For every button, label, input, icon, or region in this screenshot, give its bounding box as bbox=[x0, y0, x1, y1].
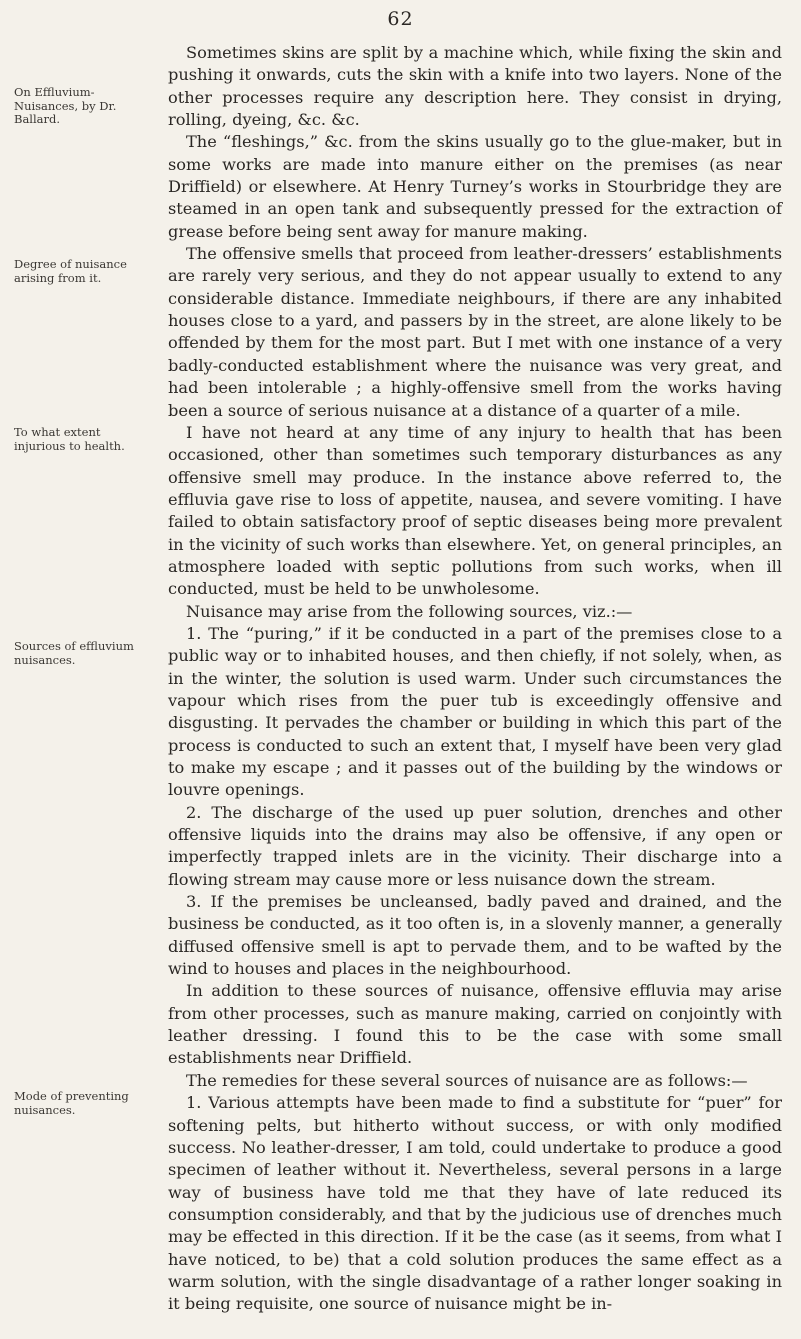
paragraph: I have not heard at any time of any injury to health that has been occasioned, other than sometimes such temporary disturbances as any offensive smell may produce. In the instance above referred to, the effluvia gave rise to loss of appetite, nausea, and severe vomiting. I have failed to obtain satisfactory proof of septic diseases being more prevalent in the vicinity of such works than elsewhere. Yet, on general principles, an atmosphere loaded with septic pollutions from such works, when ill conducted, must be held to be unwholesome. bbox=[168, 422, 782, 599]
paragraph: 2. The discharge of the used up puer solution, drenches and other offensive liquids into the drains may also be offensive, if any open or imperfectly trapped inlets are in the vicinity. Their discharge into a flowing stream may cause more or less nuisance down the stream. bbox=[168, 802, 782, 889]
paragraph: The offensive smells that proceed from leather-dressers’ establishments are rarely very serious, and they do not appear usually to extend to any considerable distance. Immediate neighbours, if there are any inhabited houses close to a yard, and passers by in the street, are alone likely to be offended by them for the most part. But I met with one instance of a very badly-conducted establishment where the nuisance was very great, and had been intolerable ; a highly-offensive smell from the works having been a source of serious nuisance at a distance of a quarter of a mile. bbox=[168, 244, 782, 420]
paragraph: 1. Various attempts have been made to find a substitute for “puer” for softening pelts, but hitherto without success, or with only modified success. No leather-dresser, I am told, could undertake to produce a good specimen of leather without it. Nevertheless, several persons in a large way of business have told me that they have of late reduced its consumption considerably, and that by the judicious use of drenches much may be effected in this direction. If it be the case (as it seems, from what I have noticed, to be) that a cold solution produces the same effect as a warm solution, with the single disadvantage of a rather longer soaking in it being requisite, one source of nuisance might be in- bbox=[168, 1093, 782, 1314]
margin-note-health: To what extent injurious to health. bbox=[14, 425, 125, 453]
page-number: 62 bbox=[387, 8, 414, 30]
body-text bbox=[168, 42, 782, 1316]
margin-note-sources: Sources of effluvium nuisances. bbox=[14, 639, 134, 667]
paragraph: Nuisance may arise from the following sources, viz.:— bbox=[186, 601, 633, 621]
paragraph: In addition to these sources of nuisance, offensive effluvia may arise from other processes, such as manure making, carried on conjointly with leather dressing. I found this to be the case with some small establishments near Driffield. bbox=[168, 981, 782, 1068]
margin-note-degree: Degree of nuisance arising from it. bbox=[14, 257, 127, 285]
paragraph: The “fleshings,” &c. from the skins usually go to the glue-maker, but in some works are made into manure either on the premises (as near Driffield) or elsewhere. At Henry Turney’s works in Stourbridge they are steamed in an open tank and subsequently pressed for the extraction of grease before being sent away for manure making. bbox=[168, 132, 782, 241]
paragraph: 3. If the premises be uncleansed, badly paved and drained, and the business be conducted, as it too often is, in a slovenly manner, a generally diffused offensive smell is apt to pervade them, and to be wafted by the wind to houses and places in the neighbourhood. bbox=[168, 892, 782, 979]
margin-note-title: On Effluvium-Nuisances, by Dr. Ballard. bbox=[14, 85, 117, 126]
margin-note-prevention: Mode of preventing nuisances. bbox=[14, 1089, 129, 1117]
paragraph: Sometimes skins are split by a machine which, while fixing the skin and pushing it onwards, cuts the skin with a knife into two layers. None of the other processes require any description here. They consist in drying, rolling, dyeing, &c. &c. bbox=[168, 43, 782, 130]
paragraph: 1. The “puring,” if it be conducted in a part of the premises close to a public way or to inhabited houses, and then chiefly, if not solely, when, as in the winter, the solution is used warm. Under such circumstances the vapour which rises from the puer tub is exceedingly offensive and disgusting. It pervades the chamber or building in which this part of the process is conducted to such an extent that, I myself have been very glad to make my escape ; and it passes out of the building by the windows or louvre openings. bbox=[168, 623, 782, 800]
paragraph: The remedies for these several sources of nuisance are as follows:— bbox=[186, 1070, 748, 1090]
